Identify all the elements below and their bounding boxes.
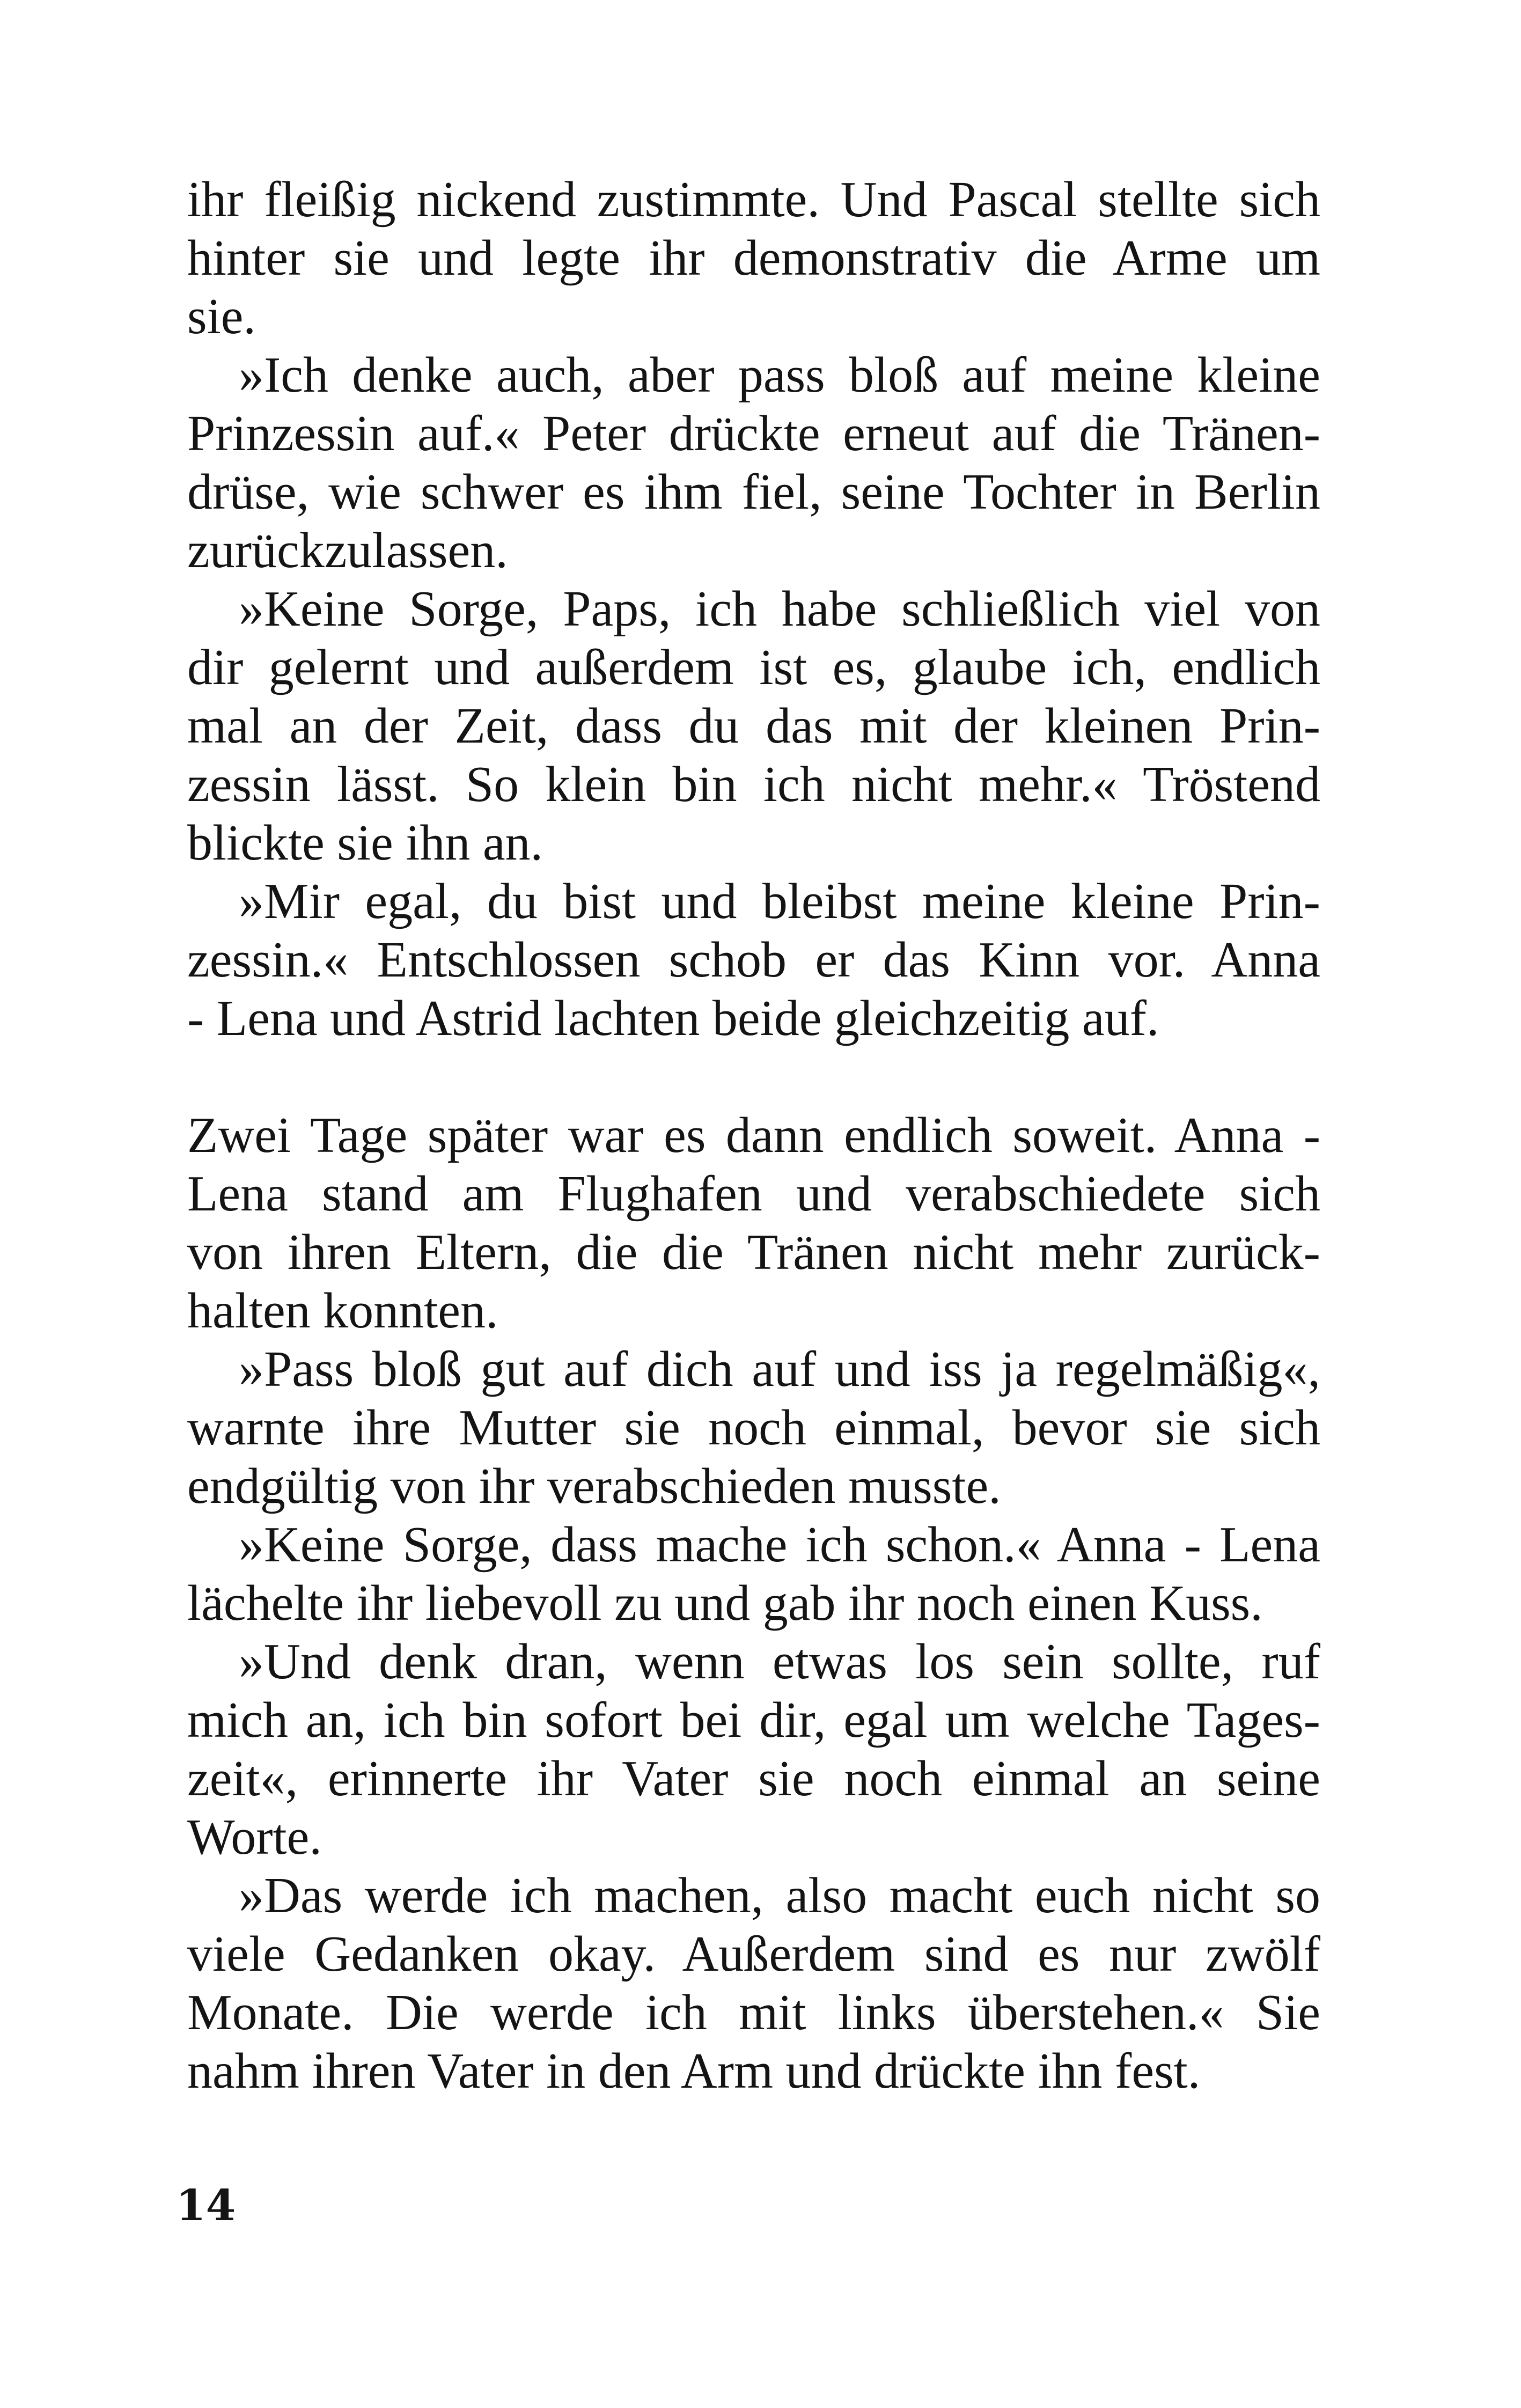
section-break	[187, 1048, 1320, 1106]
text-line: mich an, ich bin sofort bei dir, egal um welche Tages-	[187, 1692, 1320, 1748]
text-line: zessin lässt. So klein bin ich nicht mehr.« Tröstend	[187, 757, 1320, 812]
text-line: hinter sie und legte ihr demonstrativ die Arme um	[187, 230, 1320, 286]
text-line: »Pass bloß gut auf dich auf und iss ja regelmäßig«,	[239, 1341, 1320, 1397]
text-line: zeit«, erinnerte ihr Vater sie noch einmal an seine	[187, 1751, 1320, 1807]
page-number: 14	[176, 2180, 236, 2230]
text-line: Lena stand am Flughafen und verabschiedete sich	[187, 1166, 1320, 1222]
text-line: endgültig von ihr verabschieden musste.	[187, 1458, 1001, 1514]
text-line: »Mir egal, du bist und bleibst meine kleine Prin-	[239, 873, 1320, 929]
text-line: viele Gedanken okay. Außerdem sind es nur zwölf	[187, 1926, 1320, 1982]
text-line: sie.	[187, 289, 256, 344]
text-line: blickte sie ihn an.	[187, 815, 543, 871]
text-line: - Lena und Astrid lachten beide gleichzeitig auf.	[187, 990, 1159, 1046]
text-line: zessin.« Entschlossen schob er das Kinn vor. Anna	[187, 932, 1320, 988]
text-line: Zwei Tage später war es dann endlich soweit. Anna -	[187, 1107, 1320, 1163]
body-text	[187, 171, 1320, 2101]
text-line: warnte ihre Mutter sie noch einmal, bevor sie sich	[187, 1400, 1320, 1456]
text-line: Prinzessin auf.« Peter drückte erneut auf die Tränen-	[187, 406, 1320, 461]
text-line: ihr fleißig nickend zustimmte. Und Pascal stellte sich	[187, 172, 1320, 227]
text-line: »Ich denke auch, aber pass bloß auf meine kleine	[239, 347, 1320, 403]
text-line: mal an der Zeit, dass du das mit der kleinen Prin-	[187, 698, 1320, 754]
text-line: »Das werde ich machen, also macht euch nicht so	[239, 1868, 1320, 1924]
text-line: dir gelernt und außerdem ist es, glaube ich, endlich	[187, 640, 1320, 695]
text-line: von ihren Eltern, die die Tränen nicht mehr zurück-	[187, 1224, 1320, 1280]
text-line: »Und denk dran, wenn etwas los sein sollte, ruf	[239, 1634, 1320, 1690]
text-line: Worte.	[187, 1809, 322, 1865]
text-line: »Keine Sorge, dass mache ich schon.« Anna - Lena	[239, 1517, 1320, 1573]
text-line: zurückzulassen.	[187, 523, 508, 578]
text-line: halten konnten.	[187, 1283, 498, 1339]
text-line: lächelte ihr liebevoll zu und gab ihr noch einen Kuss.	[187, 1575, 1263, 1631]
text-line: »Keine Sorge, Paps, ich habe schließlich viel von	[239, 581, 1320, 637]
text-line: nahm ihren Vater in den Arm und drückte ihn fest.	[187, 2043, 1201, 2099]
text-line: drüse, wie schwer es ihm fiel, seine Tochter in Berlin	[187, 464, 1320, 520]
text-line: Monate. Die werde ich mit links überstehen.« Sie	[187, 1985, 1320, 2040]
